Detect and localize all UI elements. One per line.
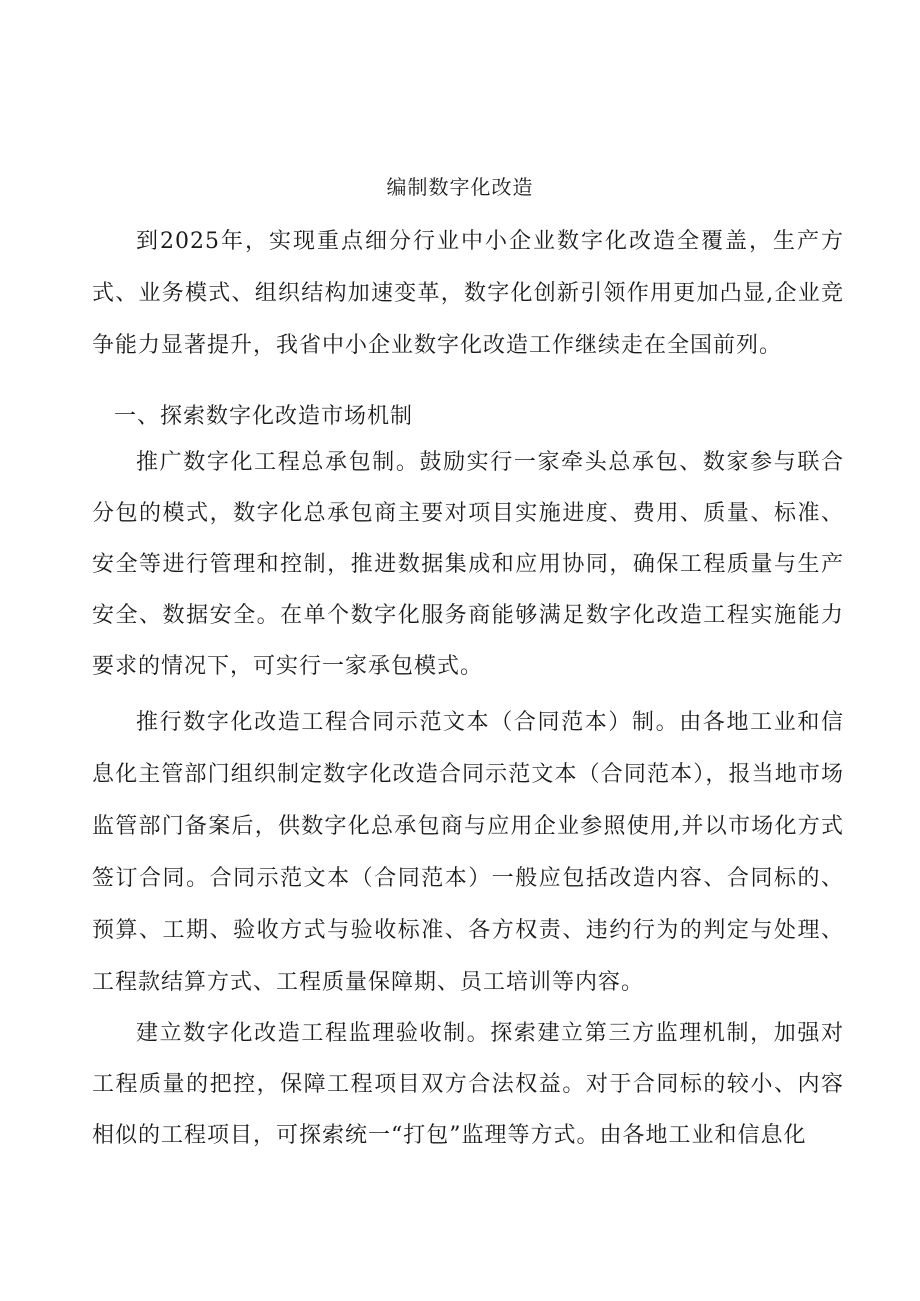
paragraph-general-contracting: 推广数字化工程总承包制。鼓励实行一家牵头总承包、数家参与联合分包的模式，数字化总承包商主要对项目实施进度、费用、质量、标准、安全等进行管理和控制，推进数据集成和应用协同，确保工程质量与生产安全、数据安全。在单个数字化服务商能够满足数字化改造工程实施能力要求的情况下，可实行一家承包模式。 xyxy=(92,450,844,679)
paragraph-supervision-acceptance: 建立数字化改造工程监理验收制。探索建立第三方监理机制，加强对工程质量的把控，保障工程项目双方合法权益。对于合同标的较小、内容相似的工程项目，可探索统一“打包”监理等方式。由各地工业和信息化 xyxy=(92,1021,844,1148)
document-title: 编制数字化改造 xyxy=(386,175,534,199)
section-heading: 一、探索数字化改造市场机制 xyxy=(114,404,414,429)
paragraph-contract-template: 推行数字化改造工程合同示范文本（合同范本）制。由各地工业和信息化主管部门组织制定数字化改造合同示范文本（合同范本），报当地市场监管部门备案后，供数字化总承包商与应用企业参照使用,并以市场化方式签订合同。合同示范文本（合同范本）一般应包括改造内容、合同标的、预算、工期、验收方式与验收标准、各方权责、违约行为的判定与处理、工程款结算方式、工程质量保障期、员工培训等内容。 xyxy=(92,710,844,995)
intro-paragraph: 到2025年，实现重点细分行业中小企业数字化改造全覆盖，生产方式、业务模式、组织结构加速变革，数字化创新引领作用更加凸显,企业竞争能力显著提升，我省中小企业数字化改造工作继续走在全国前列。 xyxy=(92,229,844,358)
